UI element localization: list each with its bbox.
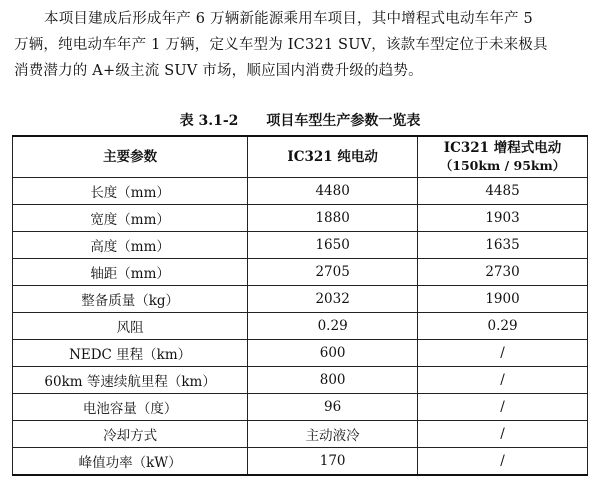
ev-value-cell: 0.29	[248, 313, 418, 340]
param-cell: 60km 等速续航里程（km）	[13, 367, 248, 394]
param-cell: 冷却方式	[13, 421, 248, 448]
ev-value-cell: 2705	[248, 259, 418, 286]
param-cell: 高度（mm）	[13, 232, 248, 259]
param-cell: 峰值功率（kW）	[13, 448, 248, 476]
param-cell: NEDC 里程（km）	[13, 340, 248, 367]
ev-value-cell: 600	[248, 340, 418, 367]
table-caption-number: 表 3.1-2	[179, 113, 239, 129]
intro-paragraph	[14, 6, 594, 84]
table-row	[13, 340, 588, 367]
erev-value-cell: 1635	[418, 232, 588, 259]
ev-value-cell: 4480	[248, 178, 418, 205]
header-param: 主要参数	[13, 136, 248, 178]
erev-value-cell: 0.29	[418, 313, 588, 340]
table-header-row	[13, 136, 588, 178]
ev-value-cell: 170	[248, 448, 418, 476]
header-erev	[418, 136, 588, 178]
erev-value-cell: /	[418, 340, 588, 367]
table-row	[13, 313, 588, 340]
header-erev-line1: IC321 增程式电动	[443, 140, 562, 156]
ev-value-cell: 主动液冷	[248, 421, 418, 448]
paragraph-line-2: 万辆，纯电动车年产 1 万辆，定义车型为 IC321 SUV，该款车型定位于未来极具	[14, 37, 548, 53]
table-row	[13, 232, 588, 259]
erev-value-cell: 4485	[418, 178, 588, 205]
param-cell: 宽度（mm）	[13, 205, 248, 232]
ev-value-cell: 1650	[248, 232, 418, 259]
table-row	[13, 205, 588, 232]
header-erev-line2: （150km / 95km）	[439, 158, 566, 173]
table-row	[13, 448, 588, 476]
erev-value-cell: /	[418, 448, 588, 476]
param-cell: 整备质量（kg）	[13, 286, 248, 313]
paragraph-line-3: 消费潜力的 A+级主流 SUV 市场，顺应国内消费升级的趋势。	[14, 63, 423, 79]
param-cell: 电池容量（度）	[13, 394, 248, 421]
erev-value-cell: /	[418, 421, 588, 448]
table-row	[13, 394, 588, 421]
param-cell: 风阻	[13, 313, 248, 340]
table-caption	[0, 110, 600, 130]
erev-value-cell: /	[418, 367, 588, 394]
param-cell: 轴距（mm）	[13, 259, 248, 286]
spec-table	[12, 135, 588, 476]
table-caption-title: 项目车型生产参数一览表	[266, 113, 421, 129]
erev-value-cell: /	[418, 394, 588, 421]
table-row	[13, 259, 588, 286]
table-row	[13, 421, 588, 448]
table-row	[13, 367, 588, 394]
erev-value-cell: 1903	[418, 205, 588, 232]
ev-value-cell: 800	[248, 367, 418, 394]
ev-value-cell: 2032	[248, 286, 418, 313]
table-row	[13, 178, 588, 205]
header-ev: IC321 纯电动	[248, 136, 418, 178]
erev-value-cell: 2730	[418, 259, 588, 286]
param-cell: 长度（mm）	[13, 178, 248, 205]
ev-value-cell: 1880	[248, 205, 418, 232]
paragraph-line-1: 本项目建成后形成年产 6 万辆新能源乘用车项目，其中增程式电动车年产 5	[44, 11, 533, 27]
erev-value-cell: 1900	[418, 286, 588, 313]
table-row	[13, 286, 588, 313]
ev-value-cell: 96	[248, 394, 418, 421]
